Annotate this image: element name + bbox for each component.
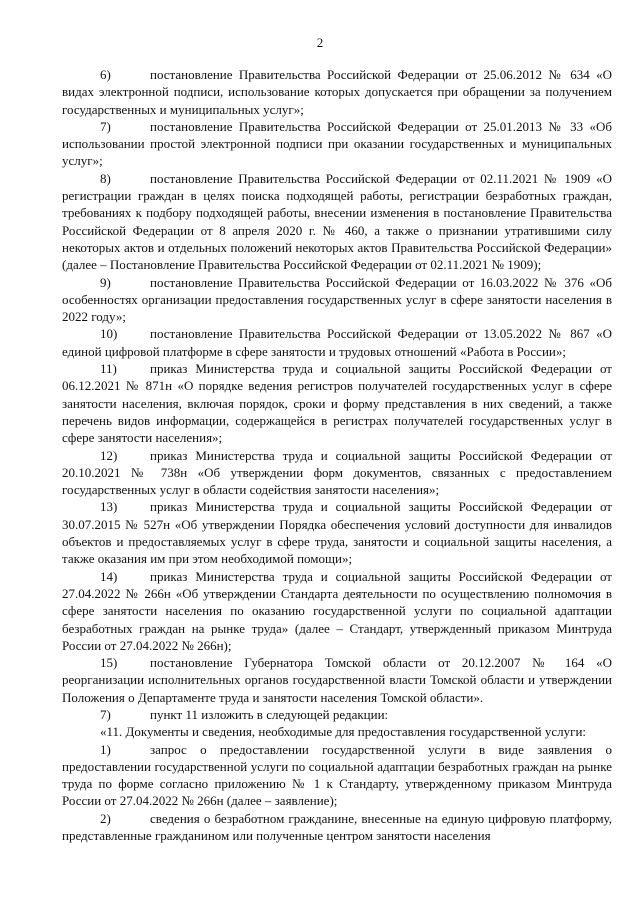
paragraph (62, 325, 612, 360)
paragraph-text: приказ Министерства труда и социальной защиты Российской Федерации от 27.04.2022 № 266н «Об утверждении Стандарта деятельности по осуществлению полномочия в сфере занятости населения по оказанию государственной услуги по социальной адаптации безработных граждан на рынке труда» (далее – Стандарт, утвержденный приказом Минтруда России от 27.04.2022 № 266н); (62, 568, 612, 653)
paragraph-text: пункт 11 изложить в следующей редакции: (150, 706, 389, 722)
paragraph-text: запрос о предоставлении государственной услуги в виде заявления о предоставлении государственной услуги по социальной адаптации безработных граждан на рынке труда по форме согласно приложению № 1 к Стандарту, утвержденному приказом Минтруда России от 27.04.2022 № 266н (далее – заявление); (62, 741, 612, 809)
paragraph-number: 9) (100, 274, 111, 290)
paragraph-number: 2) (100, 810, 111, 826)
paragraph-number: 1) (100, 741, 111, 757)
paragraph-text: приказ Министерства труда и социальной защиты Российской Федерации от 06.12.2021 № 871н «О порядке ведения регистров получателей государственных услуг в сфере занятости населения, включая порядок, сроки и форму представления в них сведений, а также перечень видов информации, содержащейся в регистрах получателей государственных услуг в сфере занятости населения»; (62, 361, 612, 446)
paragraph (62, 706, 612, 723)
paragraph-text: постановление Губернатора Томской области от 20.12.2007 № 164 «О реорганизации исполнительных органов государственной власти Томской области и утверждении Положения о Департаменте труда и занятости населения Томской области». (62, 655, 612, 705)
paragraph (62, 498, 612, 567)
paragraph-number: 13) (100, 499, 118, 515)
paragraph (62, 568, 612, 654)
paragraph (62, 654, 612, 706)
paragraph-text: «11. Документы и сведения, необходимые для предоставления государственной услуги: (100, 724, 587, 740)
paragraph (62, 66, 612, 118)
paragraph-number: 7) (100, 706, 111, 722)
paragraph-text: постановление Правительства Российской Федерации от 25.01.2013 № 33 «Об использовании простой электронной подписи при оказании государственных и муниципальных услуг»; (62, 118, 612, 169)
paragraph-number: 8) (100, 170, 111, 186)
paragraph-text: приказ Министерства труда и социальной защиты Российской Федерации от 30.07.2015 № 527н «Об утверждении Порядка обеспечения условий доступности для инвалидов объектов и предоставляемых услуг в сфере труда, занятости и социальной защиты населения, а также оказания им при этом необходимой помощи»; (62, 499, 612, 567)
paragraph-number: 6) (100, 67, 111, 82)
paragraph (62, 447, 612, 499)
paragraph-text: постановление Правительства Российской Федерации от 25.06.2012 № 634 «О видах электронной подписи, использование которых допускается при обращении за получением государственных и муниципальных услуг»; (62, 67, 612, 117)
paragraph-number: 11) (100, 361, 117, 377)
paragraph-number: 12) (100, 447, 118, 463)
paragraph (62, 723, 612, 740)
page-number: 2 (316, 35, 324, 50)
paragraph-number: 15) (100, 655, 118, 671)
paragraph (62, 810, 612, 845)
paragraph-number: 14) (100, 568, 118, 584)
paragraph-text: постановление Правительства Российской Федерации от 13.05.2022 № 867 «О единой цифровой платформе в сфере занятости и трудовых отношений «Работа в России»; (62, 326, 612, 359)
paragraph-number: 10) (100, 326, 118, 342)
paragraph (62, 170, 612, 274)
paragraph-number: 7) (100, 118, 111, 134)
paragraph-text: приказ Министерства труда и социальной защиты Российской Федерации от 20.10.2021 № 738н «Об утверждении форм документов, связанных с предоставлением государственных услуг в области содействия занятости населения»; (62, 447, 612, 498)
paragraph-text: постановление Правительства Российской Федерации от 02.11.2021 № 1909 «О регистрации граждан в целях поиска подходящей работы, регистрации безработных граждан, требованиях к подбору подходящей работы, внесении изменения в постановление Правительства Российской Федерации от 8 апреля 2020 г. № 460, а также о признании утратившими силу некоторых актов и отдельных положений некоторых актов Правительства Российской Федерации» (далее – Постановление Правительства Российской Федерации от 02.11.2021 № 1909); (62, 170, 612, 273)
paragraph (62, 118, 612, 170)
paragraph (62, 274, 612, 326)
paragraph-text: сведения о безработном гражданине, внесенные на единую цифровую платформу, представленные гражданином или полученные центром занятости населения (62, 810, 612, 844)
paragraph (62, 360, 612, 446)
paragraph-text: постановление Правительства Российской Федерации от 16.03.2022 № 376 «Об особенностях организации предоставления государственных услуг в сфере занятости населения в 2022 году»; (62, 274, 612, 325)
document-body (62, 66, 612, 844)
paragraph (62, 741, 612, 810)
